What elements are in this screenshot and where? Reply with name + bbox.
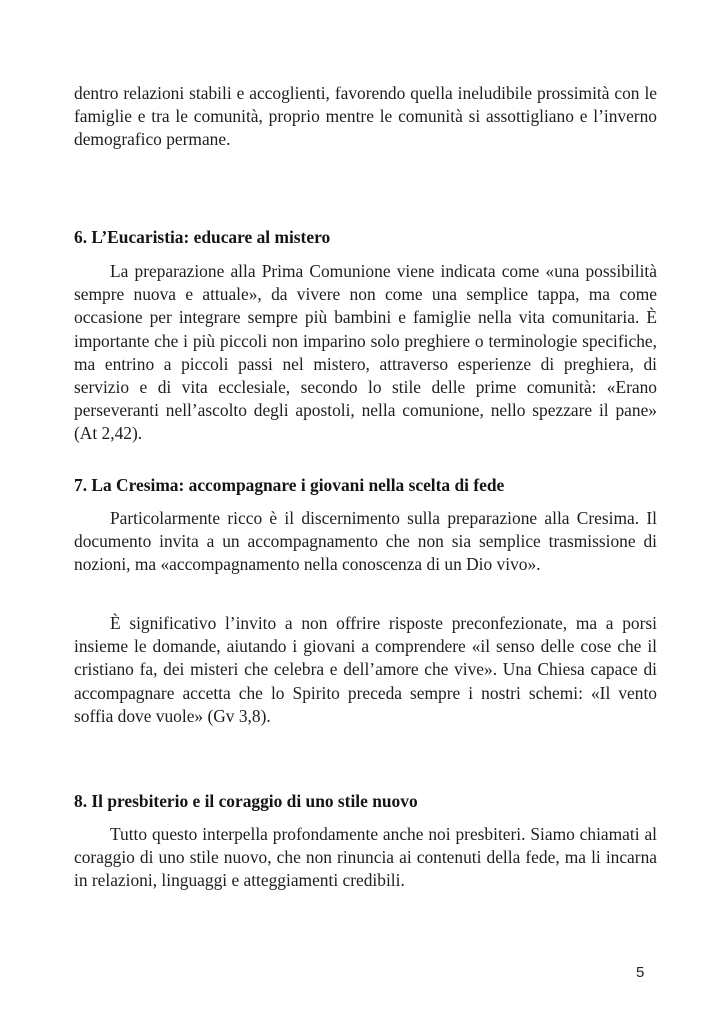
section-presbiterio [74, 790, 657, 813]
section-paragraph: Particolarmente ricco è il discernimento sulla preparazione alla Cresima. Il documento invita a un accompagnamento che non sia semplice trasmissione di nozioni, ma «accompagnamento nella conoscenza di un Dio vivo». [74, 508, 657, 575]
section-heading: 6. L’Eucaristia: educare al mistero [74, 227, 331, 247]
section-heading: 7. La Cresima: accompagnare i giovani nella scelta di fede [74, 475, 505, 495]
section-cresima [74, 474, 657, 497]
intro-paragraph: dentro relazioni stabili e accoglienti, favorendo quella ineludibile prossimità con le famiglie e tra le comunità, proprio mentre le comunità si assottigliano e l’inverno demografico permane. [74, 83, 657, 150]
page-number: 5 [636, 964, 645, 981]
section-paragraph: È significativo l’invito a non offrire risposte preconfezionate, ma a porsi insieme le domande, aiutando i giovani a comprendere «il senso delle cose che il cristiano fa, dei misteri che celebra e dell’amore che vive». Una Chiesa capace di accompagnare accetta che lo Spirito preceda sempre i nostri schemi: «Il vento soffia dove vuole» (Gv 3,8). [74, 613, 657, 726]
section-paragraph: Tutto questo interpella profondamente anche noi presbiteri. Siamo chiamati al coraggio di uno stile nuovo, che non rinuncia ai contenuti della fede, ma li incarna in relazioni, linguaggi e atteggiamenti credibili. [74, 824, 657, 891]
section-heading: 8. Il presbiterio e il coraggio di uno stile nuovo [74, 791, 418, 811]
document-page [74, 82, 657, 891]
section-eucaristia [74, 226, 657, 249]
section-paragraph: La preparazione alla Prima Comunione viene indicata come «una possibilità sempre nuova e attuale», da vivere non come una semplice tappa, ma come occasione per integrare sempre più bambini e famiglie nella vita comunitaria. È importante che i più piccoli non imparino solo preghiere o terminologie specifiche, ma entrino a piccoli passi nel mistero, attraverso esperienze di preghiera, di servizio e di vita ecclesiale, secondo lo stile delle prime comunità: «Erano perseveranti nell’ascolto degli apostoli, nella comunione, nello spezzare il pane» (At 2,42). [74, 261, 657, 444]
